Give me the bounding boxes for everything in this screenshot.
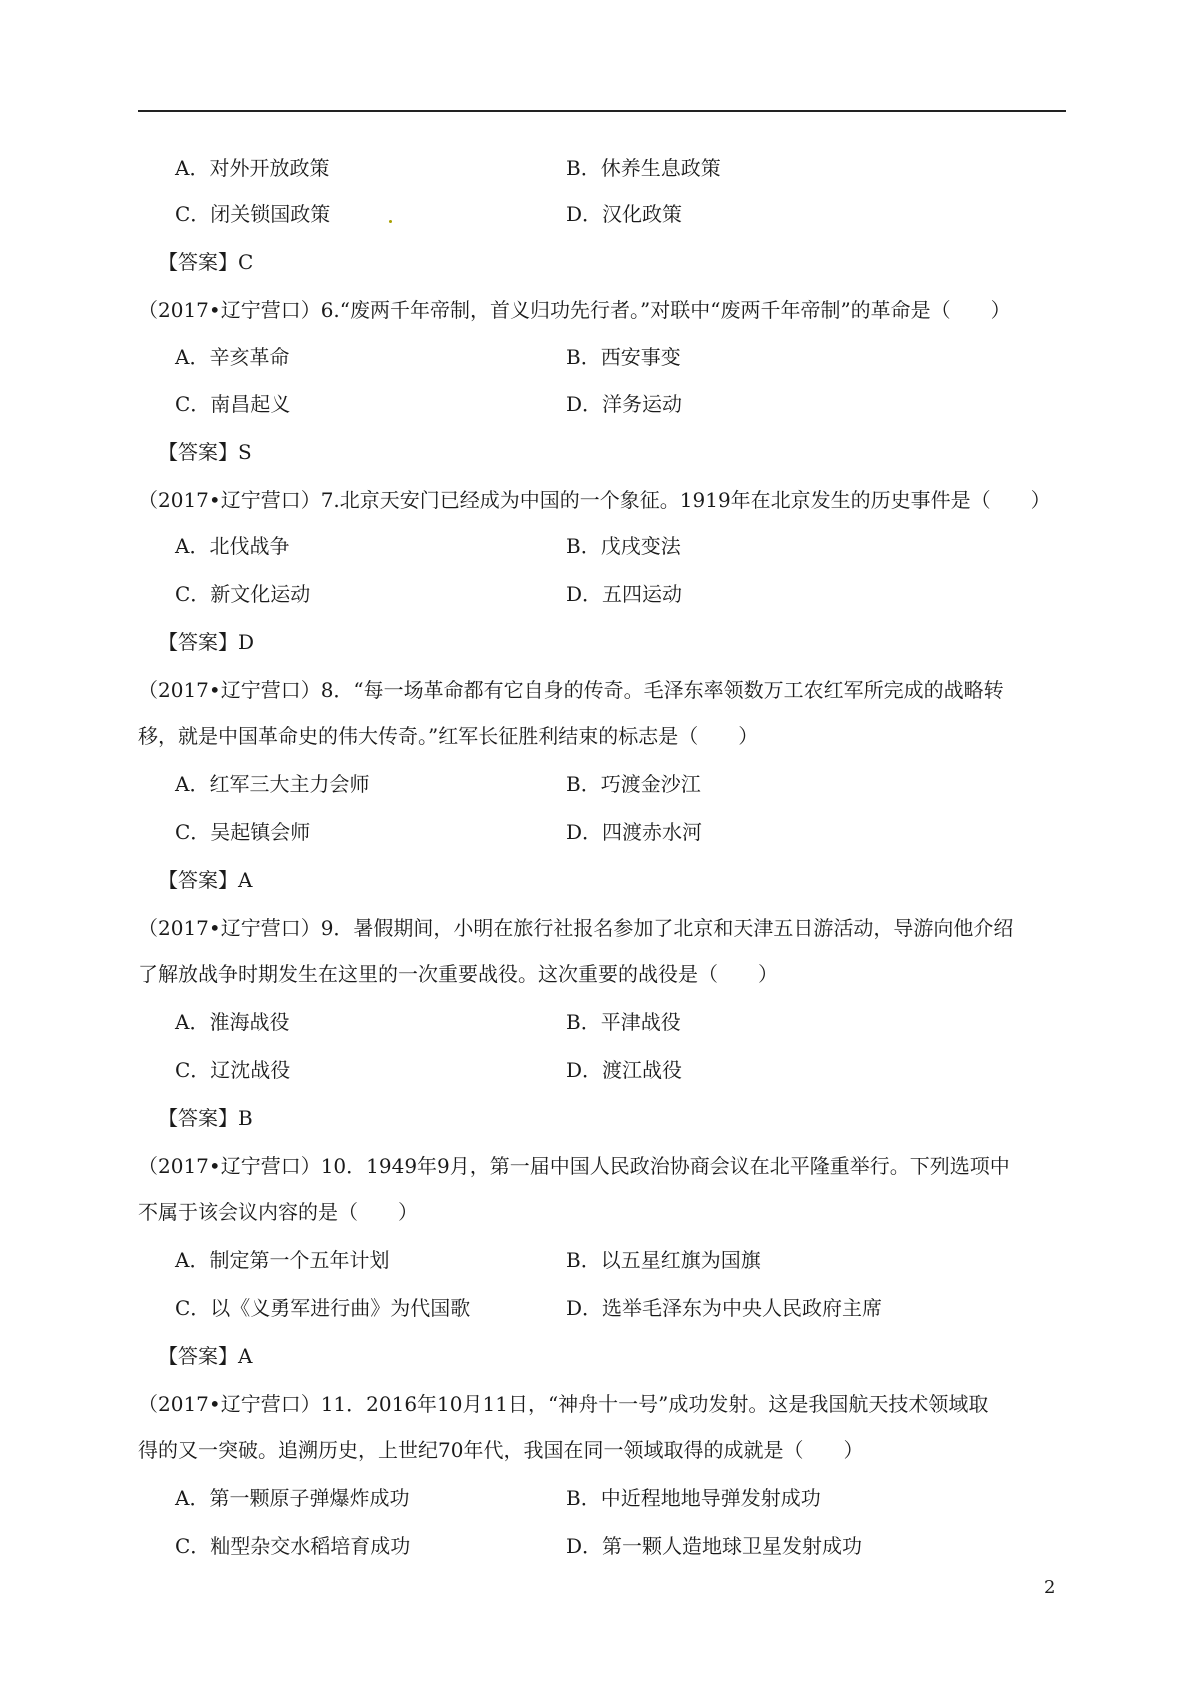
q11-stem-line-1: （2017•辽宁营口）11．2016年10月11日，“神舟十一号”成功发射。这是我国航天技术领域取	[138, 1392, 989, 1416]
q10-option-d: D．选举毛泽东为中央人民政府主席	[566, 1296, 883, 1320]
q8-option-c: C．吴起镇会师	[175, 820, 311, 844]
q7-option-c: C．新文化运动	[175, 582, 311, 606]
q10-answer: 【答案】A	[158, 1344, 253, 1368]
page-number: 2	[1044, 1577, 1056, 1598]
q11-option-b: B．中近程地地导弹发射成功	[566, 1486, 821, 1510]
q8-stem-line-2: 移，就是中国革命史的伟大传奇。”红军长征胜利结束的标志是（ ）	[138, 724, 759, 748]
q9-answer: 【答案】B	[158, 1106, 253, 1130]
q8-option-b: B．巧渡金沙江	[566, 772, 701, 796]
q11-option-d: D．第一颗人造地球卫星发射成功	[566, 1534, 863, 1558]
q5-option-a: A．对外开放政策	[175, 156, 330, 180]
q8-answer: 【答案】A	[158, 868, 253, 892]
q10-option-c: C．以《义勇军进行曲》为代国歌	[175, 1296, 471, 1320]
header-rule	[138, 110, 1066, 112]
q7-option-a: A．北伐战争	[175, 534, 290, 558]
q7-answer: 【答案】D	[158, 630, 255, 654]
q9-option-b: B．平津战役	[566, 1010, 681, 1034]
q7-option-d: D．五四运动	[566, 582, 683, 606]
q9-option-a: A．淮海战役	[175, 1010, 290, 1034]
q6-option-d: D．洋务运动	[566, 392, 683, 416]
q5-answer: 【答案】C	[158, 250, 254, 274]
q5-option-b: B．休养生息政策	[566, 156, 721, 180]
q8-option-d: D．四渡赤水河	[566, 820, 703, 844]
q10-stem-line-1: （2017•辽宁营口）10．1949年9月，第一届中国人民政治协商会议在北平隆重举行。下列选项中	[138, 1154, 1010, 1178]
q6-option-c: C．南昌起义	[175, 392, 291, 416]
q6-option-a: A．辛亥革命	[175, 345, 290, 369]
q6-answer: 【答案】S	[158, 440, 252, 464]
q10-stem-line-2: 不属于该会议内容的是（ ）	[138, 1200, 418, 1224]
q8-stem-line-1: （2017•辽宁营口）8．“每一场革命都有它自身的传奇。毛泽东率领数万工农红军所完成的战略转	[138, 678, 1004, 702]
q5-option-c: C．闭关锁国政策	[175, 202, 331, 226]
q9-stem-line-1: （2017•辽宁营口）9．暑假期间，小明在旅行社报名参加了北京和天津五日游活动，导游向他介绍	[138, 916, 1014, 940]
q5-option-d: D．汉化政策	[566, 202, 683, 226]
q9-stem-line-2: 了解放战争时期发生在这里的一次重要战役。这次重要的战役是（ ）	[138, 962, 778, 986]
q7-stem-line-1: （2017•辽宁营口）7.北京天安门已经成为中国的一个象征。1919年在北京发生的历史事件是（ ）	[138, 488, 1051, 512]
q10-option-b: B．以五星红旗为国旗	[566, 1248, 761, 1272]
print-speck	[389, 220, 392, 223]
q9-option-c: C．辽沈战役	[175, 1058, 291, 1082]
q11-option-c: C．籼型杂交水稻培育成功	[175, 1534, 411, 1558]
q10-option-a: A．制定第一个五年计划	[175, 1248, 390, 1272]
q6-stem-line-1: （2017•辽宁营口）6.“废两千年帝制，首义归功先行者。”对联中“废两千年帝制”的革命是（ ）	[138, 298, 1011, 322]
q11-stem-line-2: 得的又一突破。追溯历史，上世纪70年代，我国在同一领域取得的成就是（ ）	[138, 1438, 864, 1462]
q9-option-d: D．渡江战役	[566, 1058, 683, 1082]
q6-option-b: B．西安事变	[566, 345, 681, 369]
q7-option-b: B．戊戌变法	[566, 534, 681, 558]
q8-option-a: A．红军三大主力会师	[175, 772, 370, 796]
q11-option-a: A．第一颗原子弹爆炸成功	[175, 1486, 410, 1510]
